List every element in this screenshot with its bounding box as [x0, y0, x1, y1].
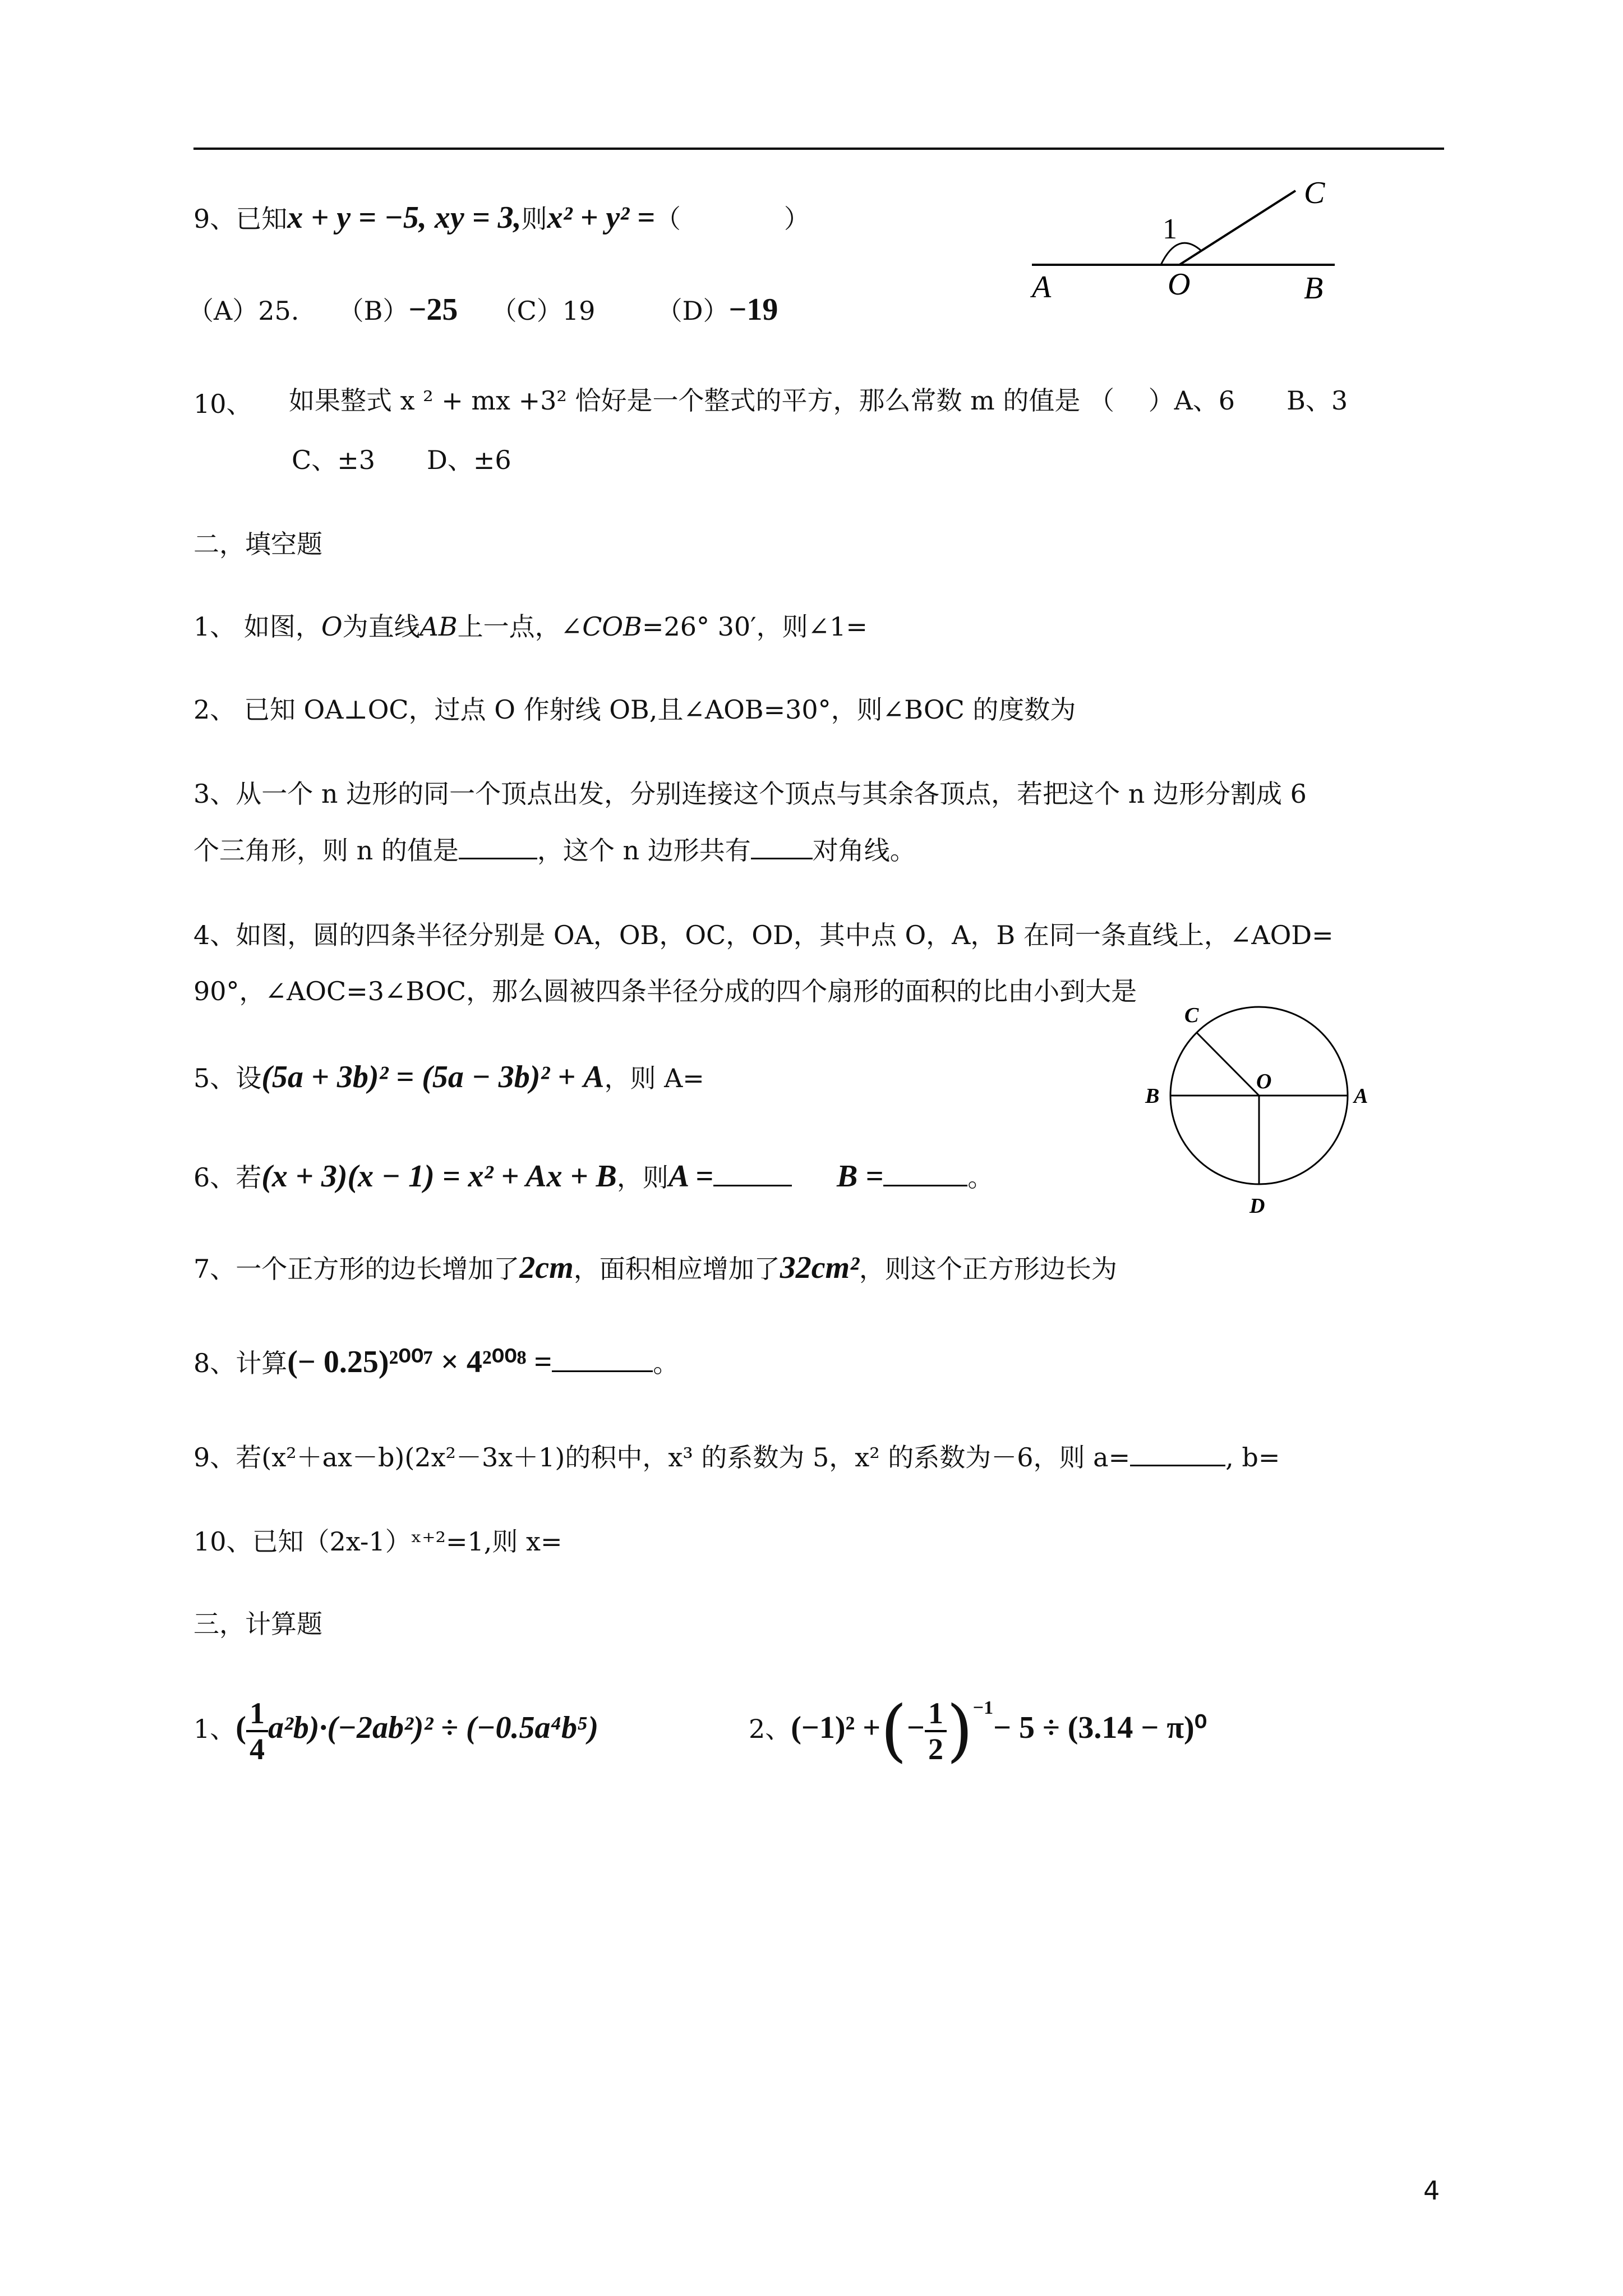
fill-6-end: 。 — [967, 1162, 994, 1193]
label-point-o: O — [1256, 1070, 1272, 1093]
fill-6-a-label: A = — [668, 1159, 714, 1194]
fill-4-line-2: 90°，∠AOC=3∠BOC，那么圆被四条半径分成的四个扇形的面积的比由小到大是 — [193, 976, 1137, 1006]
fill-4-line-1: 4、如图，圆的四条半径分别是 OA，OB，OC，OD，其中点 O，A，B 在同一条直线上，∠AOD= — [193, 920, 1334, 950]
fill-7-post: ，则这个正方形边长为 — [859, 1254, 1117, 1284]
fill-6-blank-a[interactable] — [713, 1160, 792, 1186]
q9-option-b-value: −25 — [408, 292, 458, 327]
fill-6-pre: 6、若 — [193, 1162, 262, 1193]
radius-oc — [1196, 1032, 1259, 1096]
calc-2-part-2: − 5 ÷ (3.14 − π)⁰ — [993, 1710, 1207, 1745]
calc-1-pre: 1、 — [193, 1714, 236, 1744]
calc-2: 2、(−1)² +(− $\frac{1}{2}$ )$^{-1}$− 5 ÷ (3.14 − π)⁰ — [749, 1692, 1207, 1770]
calc-2-fraction — [925, 1696, 947, 1766]
question-10-number: 10、 — [193, 389, 252, 419]
fill-1-post: =26° 30′，则∠1= — [642, 611, 868, 642]
fill-9-pre: 9、若(x²＋ax－b)(2x²－3x＋1)的积中，x³ 的系数为 5，x² 的系数为－6，则 a= — [193, 1442, 1131, 1473]
fill-9-post: , b= — [1225, 1442, 1280, 1473]
label-point-c: C — [1304, 176, 1325, 210]
label-point-a: A — [1354, 1084, 1368, 1108]
fill-6-expression: (x + 3)(x − 1) = x² + Ax + B — [261, 1159, 617, 1194]
fill-1 — [193, 610, 868, 643]
page-number: 4 — [1423, 2175, 1440, 2206]
question-10-line-1: 如果整式 x ² + mx +3² 恰好是一个整式的平方，那么常数 m 的值是 （ ）A、6 B、3 — [289, 385, 1348, 416]
label-point-d: D — [1249, 1194, 1265, 1218]
q9-option-c: （C）19 — [491, 296, 596, 326]
fill-6-b-label: B = — [837, 1159, 884, 1194]
fill-3-part-b: ，这个 n 边形共有 — [537, 835, 751, 866]
calc-1-expression: a²b)·(−2ab²)² ÷ (−0.5a⁴b⁵) — [268, 1710, 599, 1745]
fill-8-end: 。 — [653, 1348, 679, 1378]
fill-9 — [193, 1440, 1280, 1474]
fill-8-blank[interactable] — [552, 1346, 653, 1372]
calc-2-sign: − — [907, 1710, 925, 1745]
q9-answer-paren: （ ） — [654, 204, 810, 234]
fill-1-mid2: 上一点，∠ — [457, 611, 583, 642]
calc-2-exponent: −1 — [972, 1697, 994, 1718]
fill-9-blank-a[interactable] — [1130, 1440, 1225, 1466]
fill-1-o: O — [321, 611, 343, 642]
fill-1-ab: AB — [419, 611, 458, 642]
section-fill-in-title: 二，填空题 — [193, 529, 322, 559]
fill-10: 10、已知（2x-1）ˣ⁺²=1,则 x= — [193, 1526, 562, 1557]
fill-5-pre: 5、设 — [193, 1063, 262, 1093]
q9-option-b-label: （B） — [338, 296, 409, 326]
calc-1: 1、( $\frac{1}{4}$ a²b)·(−2ab²)² ÷ (−0.5a⁴b⁵) — [193, 1696, 599, 1766]
circle-figure — [1133, 999, 1391, 1228]
calc-1-denominator: 4 — [249, 1732, 265, 1766]
fill-1-mid: 为直线 — [342, 611, 420, 642]
q9-option-d-label: （D） — [656, 296, 729, 326]
fill-3-part-c: 对角线。 — [812, 835, 916, 866]
calc-2-pre: 2、 — [749, 1714, 791, 1744]
section-calculation-title: 三，计算题 — [193, 1609, 322, 1639]
label-angle-1: 1 — [1163, 213, 1177, 245]
fill-6 — [193, 1159, 993, 1194]
calc-2-numerator: 1 — [925, 1696, 947, 1732]
fill-1-cob: COB — [582, 611, 642, 642]
fill-6-mid: ，则 — [616, 1162, 668, 1193]
q9-option-d-value: −19 — [728, 292, 778, 327]
q9-then: 则 — [521, 204, 547, 234]
q9-condition: x + y = −5, xy = 3, — [287, 200, 522, 235]
label-point-o: O — [1168, 267, 1191, 302]
label-point-c: C — [1184, 1004, 1199, 1027]
fill-8 — [193, 1345, 679, 1380]
label-point-a: A — [1032, 270, 1052, 305]
fill-7 — [193, 1251, 1117, 1286]
fill-5-expression: (5a + 3b)² = (5a − 3b)² + A — [261, 1060, 605, 1094]
calc-1-fraction — [246, 1696, 268, 1766]
fill-3-line-2 — [193, 833, 916, 867]
q9-expression: x² + y² = — [547, 200, 655, 235]
fill-8-pre: 8、计算 — [193, 1348, 288, 1378]
fill-7-pre: 7、一个正方形的边长增加了 — [193, 1254, 520, 1284]
fill-7-mid: ，面积相应增加了 — [573, 1254, 780, 1284]
angle-figure — [1021, 168, 1368, 314]
fill-7-area: 32cm² — [780, 1250, 859, 1285]
fill-5 — [193, 1060, 704, 1095]
label-point-b: B — [1304, 271, 1324, 306]
fill-3-line-1: 3、从一个 n 边形的同一个顶点出发，分别连接这个顶点与其余各顶点，若把这个 n 边形分割成 6 — [193, 779, 1307, 809]
fill-1-pre: 1、 如图， — [193, 611, 321, 642]
fill-3-blank-diagonals[interactable] — [751, 833, 813, 859]
calc-2-denominator: 2 — [928, 1732, 943, 1766]
fill-5-post: ，则 A= — [604, 1063, 704, 1093]
fill-7-length: 2cm — [519, 1250, 574, 1285]
header-rule — [193, 148, 1444, 150]
ray-oc — [1179, 191, 1295, 265]
fill-3-blank-n[interactable] — [459, 833, 537, 859]
fill-6-blank-b[interactable] — [883, 1160, 967, 1186]
question-10-line-2: C、±3 D、±6 — [292, 445, 511, 475]
label-point-b: B — [1145, 1084, 1160, 1108]
fill-2: 2、 已知 OA⊥OC，过点 O 作射线 OB,且∠AOB=30°，则∠BOC 的度数为 — [193, 694, 1076, 725]
calc-1-numerator: 1 — [246, 1696, 268, 1732]
fill-3-part-a: 个三角形，则 n 的值是 — [193, 835, 459, 866]
question-9-options — [188, 293, 778, 328]
question-9 — [193, 201, 810, 236]
calc-2-part-1: (−1)² + — [791, 1710, 881, 1745]
fill-8-expression: (− 0.25)²⁰⁰⁷ × 4²⁰⁰⁸ = — [287, 1345, 552, 1379]
q9-option-a: （A）25. — [188, 296, 299, 326]
q9-prefix: 9、已知 — [193, 204, 288, 234]
